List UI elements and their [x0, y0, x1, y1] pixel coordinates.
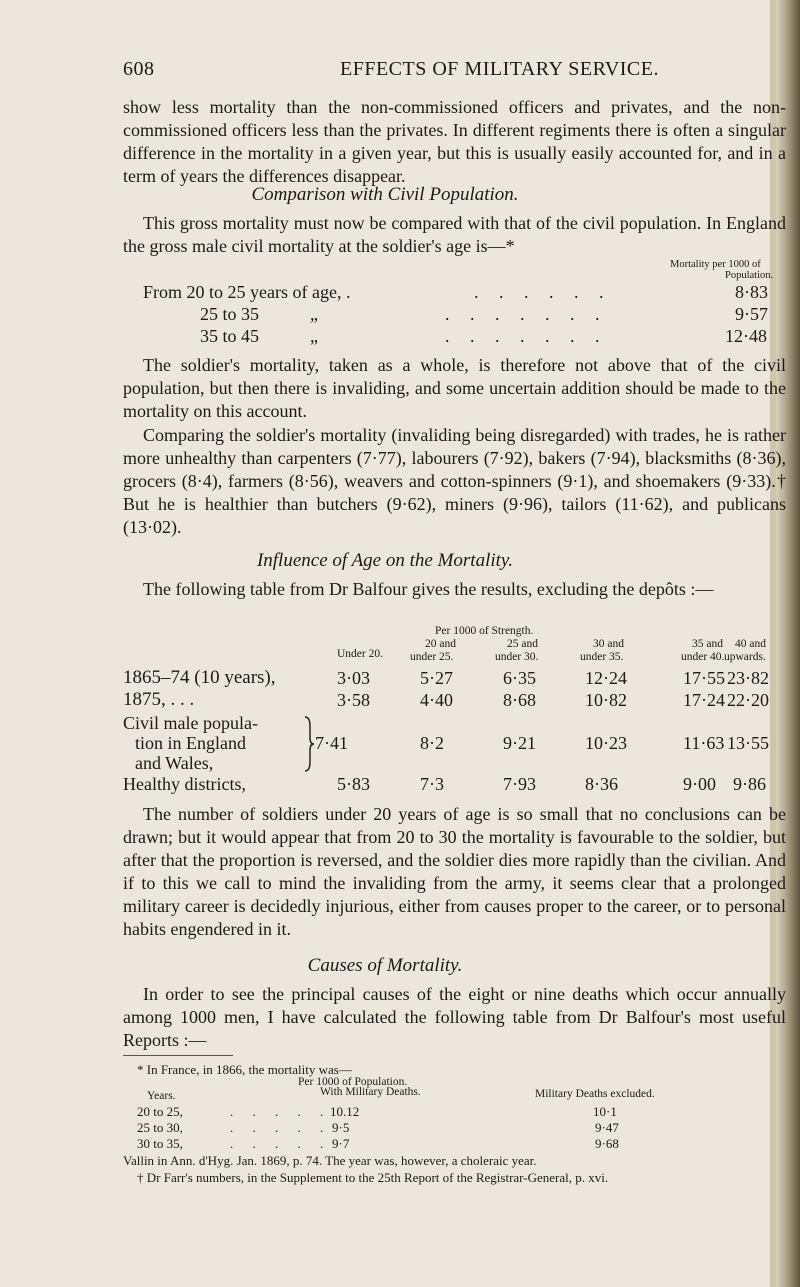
footnote-row-2-years: 25 to 30,: [137, 1120, 183, 1135]
footnote-dagger: † Dr Farr's numbers, in the Supplement to the 25th Report of the Registrar-General, p. xvi.: [137, 1170, 609, 1185]
paragraph-age-text: The following table from Dr Balfour gives the results, excluding the depôts :—: [143, 579, 714, 599]
civil-row-2-value: 9·57: [735, 304, 768, 324]
age-row-2-value-1: 3·58: [337, 690, 370, 710]
footnote-col-excluded: Military Deaths excluded.: [535, 1088, 655, 1100]
age-col-2-header-1: 20 and: [425, 638, 456, 650]
footnote-france-intro: * In France, in 1866, the mortality was—: [137, 1062, 352, 1077]
age-row-1-label: 1865–74 (10 years),: [123, 667, 276, 688]
footnote-row-2-dots: . . . . .: [230, 1120, 332, 1135]
paragraph-causes: [123, 983, 786, 1052]
age-row-1-value-5: 17·55: [683, 668, 725, 688]
footnote-source: Vallin in Ann. d'Hyg. Jan. 1869, p. 74. The year was, however, a choleraic year.: [123, 1153, 537, 1168]
age-row-4-value-6: 9·86: [733, 774, 766, 794]
paragraph-causes-text: In order to see the principal causes of the eight or nine deaths which occur annually among 1000 men, I have calculated the following table from Dr Balfour's most useful Reports :—: [123, 984, 786, 1050]
age-row-2-label: 1875, . . .: [123, 689, 195, 710]
age-row-4-value-5: 9·00: [683, 774, 716, 794]
age-row-4-value-3: 7·93: [503, 774, 536, 794]
brace-icon: [303, 716, 315, 772]
footnote-row-2-excluded: 9·47: [595, 1120, 619, 1135]
age-table-super-header: Per 1000 of Strength.: [435, 625, 534, 637]
civil-row-2-label: 25 to 35: [200, 304, 260, 324]
age-row-4-label: Healthy districts,: [123, 774, 246, 794]
paragraph-intro-text: show less mortality than the non-commissioned officers and privates, and the non-commissioned officers less than the privates. In different regiments there is often a singular difference in the mortality in a given year, but this is usually easily accounted for, and in a term of years the differences disappear.: [123, 97, 786, 186]
age-row-3-label-line2: tion in England: [135, 733, 246, 753]
footnote-col-with: With Military Deaths.: [320, 1086, 421, 1098]
age-col-3-header-2: under 30.: [495, 651, 539, 663]
civil-row-3-ditto: „: [310, 326, 318, 346]
age-row-4-value-1: 5·83: [337, 774, 370, 794]
age-row-3-label-line1: Civil male popula-: [123, 713, 258, 733]
footnote-sub-header: Per 1000 of Population.: [298, 1076, 408, 1088]
age-row-4-value-2: 7·3: [420, 774, 444, 794]
paragraph-conclusion: [123, 803, 786, 941]
book-binding-edge: [776, 0, 800, 1287]
footnote-row-1-excluded: 10·1: [593, 1104, 617, 1119]
paragraph-intro: [123, 96, 786, 188]
civil-table-header-line1: Mortality per 1000 of: [670, 259, 761, 270]
age-row-4-value-4: 8·36: [585, 774, 618, 794]
paragraph-conclusion-text: The number of soldiers under 20 years of age is so small that no conclusions can be drawn; but it would appear that from 20 to 30 the mortality is favourable to the soldier, but after that the proportion is reversed, and the soldier dies more rapidly than the civilian. And if to this we call to mind the invaliding from the army, it seems clear that a prolonged military career is decidedly injurious, either from causes proper to the career, or to personal habits engendered in it.: [123, 804, 786, 939]
heading-influence-of-age: Influence of Age on the Mortality.: [256, 550, 514, 571]
footnote-rule: [123, 1055, 233, 1056]
civil-row-1-label: From 20 to 25 years of age, .: [143, 282, 351, 302]
age-row-2-value-2: 4·40: [420, 690, 453, 710]
civil-row-2-dots: . . . . . . .: [445, 304, 608, 324]
age-row-3-value-5: 11·63: [683, 733, 725, 753]
age-row-1-value-4: 12·24: [585, 668, 627, 688]
age-col-1-header: Under 20.: [337, 648, 383, 660]
footnote-row-3-dots: . . . . .: [230, 1136, 332, 1151]
age-col-4-header-2: under 35.: [580, 651, 624, 663]
paragraph-age: [123, 578, 786, 601]
footnote-col-years: Years.: [147, 1090, 176, 1102]
age-row-2-value-3: 8·68: [503, 690, 536, 710]
page-number: 608: [123, 58, 155, 80]
age-row-2-value-6: 22·20: [727, 690, 769, 710]
age-row-2-value-5: 17·24: [683, 690, 725, 710]
age-row-3-value-2: 8·2: [420, 733, 444, 753]
footnote-row-3-excluded: 9·68: [595, 1136, 619, 1151]
civil-table-header-line2: Population.: [725, 270, 774, 281]
age-row-1-value-1: 3·03: [337, 668, 370, 688]
footnote-row-1-years: 20 to 25,: [137, 1104, 183, 1119]
paragraph-civil-text: This gross mortality must now be compared with that of the civil population. In England the gross male civil mortality at the soldier's age is—*: [123, 213, 786, 256]
civil-row-2-ditto: „: [310, 304, 318, 324]
age-col-5-header-2: under 40.: [681, 651, 725, 663]
age-row-3-value-6: 13·55: [727, 733, 769, 753]
age-row-1-value-3: 6·35: [503, 668, 536, 688]
civil-row-3-dots: . . . . . . .: [445, 326, 608, 346]
paragraph-soldier-text: The soldier's mortality, taken as a whole, is therefore not above that of the civil population, but then there is invaliding, and some uncertain addition should be made to the mortality on this account.: [123, 355, 786, 421]
age-col-6-header-1: 40 and: [735, 638, 766, 650]
age-row-2-value-4: 10·82: [585, 690, 627, 710]
heading-causes-of-mortality: Causes of Mortality.: [307, 955, 463, 976]
heading-civil-population: Comparison with Civil Population.: [251, 184, 519, 205]
age-col-5-header-1: 35 and: [692, 638, 723, 650]
footnote-row-1-with: 10.12: [330, 1104, 360, 1119]
civil-row-3-label: 35 to 45: [200, 326, 260, 346]
age-col-3-header-1: 25 and: [507, 638, 538, 650]
paragraph-trades: [123, 424, 786, 539]
running-head: EFFECTS OF MILITARY SERVICE.: [340, 58, 659, 80]
age-col-4-header-1: 30 and: [593, 638, 624, 650]
age-row-1-value-6: 23·82: [727, 668, 769, 688]
age-row-3-value-3: 9·21: [503, 733, 536, 753]
paragraph-soldier: [123, 354, 786, 423]
age-row-3-value-4: 10·23: [585, 733, 627, 753]
paragraph-trades-text: Comparing the soldier's mortality (invaliding being disregarded) with trades, he is rather more unhealthy than carpenters (7·77), labourers (7·92), bakers (7·94), blacksmiths (8·36), grocers (8·4), farmers (8·56), weavers and cotton-spinners (9·1), and shoemakers (9·33).† But he is healthier than butchers (9·62), miners (9·96), tailors (11·62), and publicans (13·02).: [123, 425, 786, 537]
footnote-row-3-with: 9·7: [332, 1136, 350, 1151]
civil-row-1-dots: . . . . . .: [474, 282, 612, 302]
age-row-1-value-2: 5·27: [420, 668, 453, 688]
paragraph-civil: [123, 212, 786, 258]
footnote-row-3-years: 30 to 35,: [137, 1136, 183, 1151]
civil-row-1-value: 8·83: [735, 282, 768, 302]
age-row-3-label-line3: and Wales,: [135, 753, 214, 773]
footnote-row-1-dots: . . . . .: [230, 1104, 332, 1119]
age-row-3-value-1: 7·41: [315, 733, 348, 753]
civil-row-3-value: 12·48: [725, 326, 767, 346]
age-col-2-header-2: under 25.: [410, 651, 454, 663]
age-col-6-header-2: upwards.: [724, 651, 766, 663]
footnote-row-2-with: 9·5: [332, 1120, 350, 1135]
